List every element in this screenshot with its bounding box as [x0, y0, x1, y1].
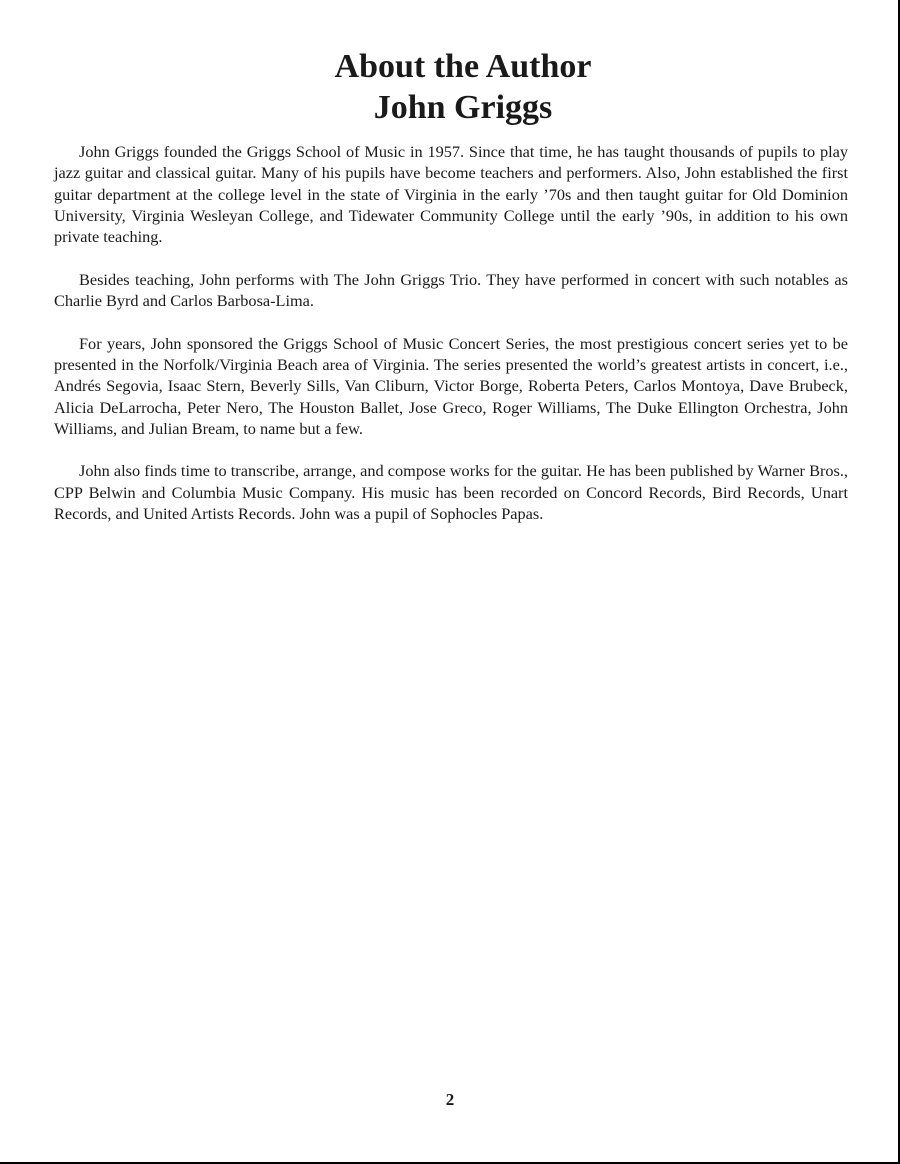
paragraph-concert-series: For years, John sponsored the Griggs School of Music Concert Series, the most prestigious concert series yet to be presented in the Norfolk/Virginia Beach area of Virginia. The series presented the world’s greatest artists in concert, i.e., Andrés Segovia, Isaac Stern, Beverly Sills, Van Cliburn, Victor Borge, Roberta Peters, Carlos Montoya, Dave Brubeck, Alicia DeLarrocha, Peter Nero, The Houston Ballet, Jose Greco, Roger Williams, The Duke Ellington Orchestra, John Williams, and Julian Bream, to name but a few. — [54, 333, 848, 438]
paragraph-performing: Besides teaching, John performs with The John Griggs Trio. They have performed in concert with such notables as Charlie Byrd and Carlos Barbosa-Lima. — [54, 269, 848, 311]
page-title — [0, 46, 900, 128]
title-line-2: John Griggs — [373, 89, 553, 126]
page-number: 2 — [445, 1090, 455, 1109]
title-line-1: About the Author — [334, 48, 592, 85]
paragraph-publishing: John also finds time to transcribe, arrange, and compose works for the guitar. He has been published by Warner Bros., CPP Belwin and Columbia Music Company. His music has been recorded on Concord Records, Bird Records, Unart Records, and United Artists Records. John was a pupil of Sophocles Papas. — [54, 461, 848, 524]
body-text — [54, 141, 848, 546]
paragraph-founding: John Griggs founded the Griggs School of Music in 1957. Since that time, he has taught thousands of pupils to play jazz guitar and classical guitar. Many of his pupils have become teachers and performers. Also, John established the first guitar department at the college level in the state of Virginia in the early ’70s and then taught guitar for Old Dominion University, Virginia Wesleyan College, and Tidewater Community College until the early ’90s, in addition to his own private teaching. — [54, 142, 848, 247]
